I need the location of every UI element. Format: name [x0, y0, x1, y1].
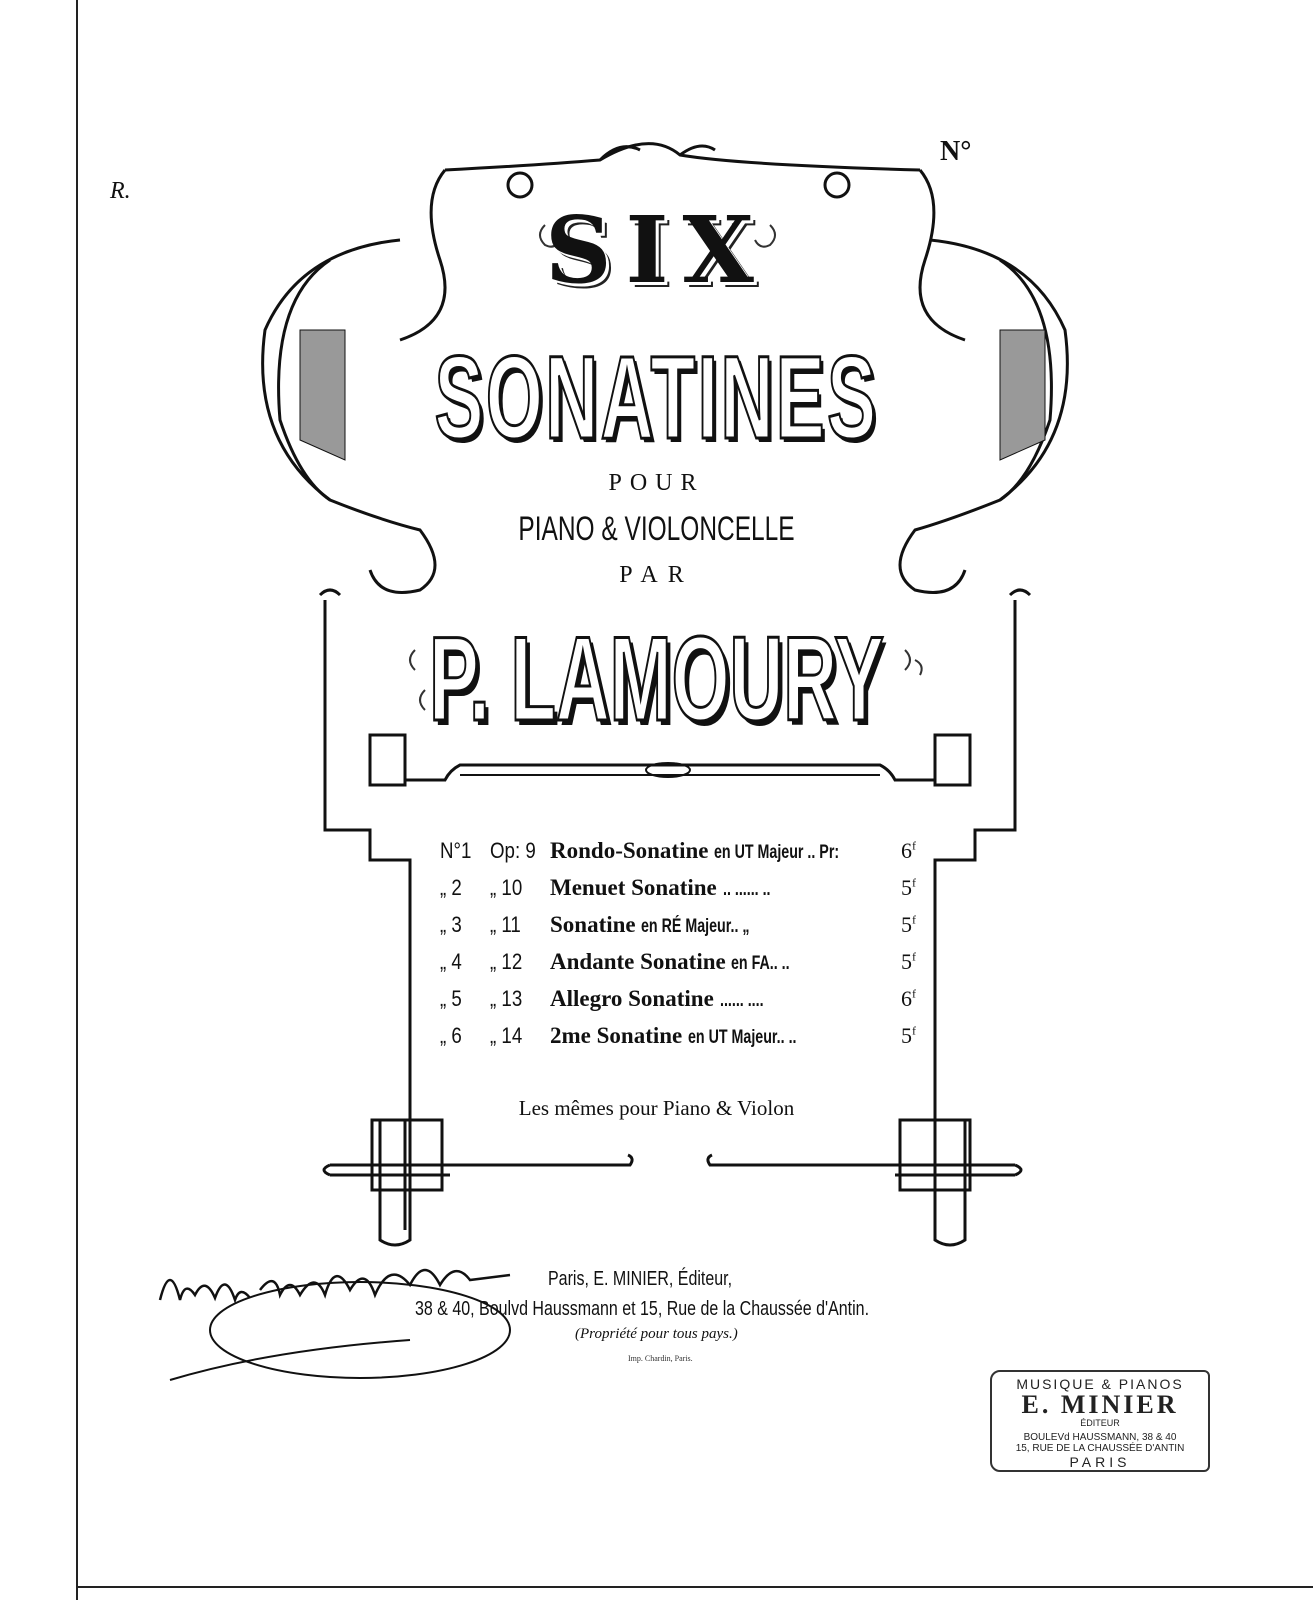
work-number: „ 2 — [440, 875, 462, 900]
work-number: „ 4 — [440, 949, 462, 974]
engraver-credit: Imp. Chardin, Paris. — [628, 1354, 693, 1363]
work-price: 5$^f$ — [901, 949, 916, 974]
work-number: „ 6 — [440, 1023, 462, 1048]
work-title: Sonatine en RÉ Majeur.. „ — [550, 912, 750, 937]
title-six: SIX — [545, 196, 768, 304]
work-price: 5$^f$ — [901, 912, 916, 937]
work-opus: Op: 9 — [490, 838, 536, 863]
work-number: „ 3 — [440, 912, 462, 937]
work-key: en RÉ Majeur.. „ — [641, 916, 750, 937]
work-title: Allegro Sonatine ...... .... — [550, 986, 764, 1011]
work-row — [440, 912, 940, 949]
corner-mark: R. — [110, 178, 131, 204]
work-opus: „ 11 — [490, 912, 521, 937]
stamp-line: MUSIQUE & PIANOS — [1016, 1376, 1184, 1392]
works-list — [440, 838, 940, 1060]
stamp-line: ÉDITEUR — [1080, 1418, 1120, 1428]
work-price: 6$^f$ — [901, 838, 916, 863]
work-title: Menuet Sonatine .. ...... .. — [550, 875, 771, 900]
number-mark: N° — [940, 136, 972, 167]
copyright-note: (Propriété pour tous pays.) — [575, 1326, 738, 1342]
work-opus: „ 13 — [490, 986, 523, 1011]
work-key: en FA.. .. — [731, 953, 791, 974]
stamp-line: 15, RUE DE LA CHAUSSÉE D'ANTIN — [1015, 1443, 1185, 1454]
title-sonatines: SONATINES — [434, 332, 879, 464]
work-price: 5$^f$ — [901, 875, 916, 900]
work-opus: „ 14 — [490, 1023, 523, 1048]
title-par: PAR — [619, 562, 694, 588]
work-title: 2me Sonatine en UT Majeur.. .. — [550, 1023, 797, 1048]
publisher-line: Paris, E. MINIER, Éditeur, — [548, 1268, 733, 1290]
work-price: 6$^f$ — [901, 986, 916, 1011]
title-instruments: PIANO & VIOLONCELLE — [518, 510, 795, 548]
violin-edition-note: Les mêmes pour Piano & Violon — [518, 1096, 795, 1120]
work-row — [440, 838, 940, 875]
handwritten-signature — [150, 1240, 530, 1410]
stamp-line: BOULEVd HAUSSMANN, 38 & 40 — [1023, 1432, 1177, 1443]
work-row — [440, 875, 940, 912]
stamp-name: E. MINIER — [1021, 1390, 1179, 1419]
work-key: en UT Majeur .. Pr: — [714, 842, 840, 863]
work-number: „ 5 — [440, 986, 462, 1011]
work-opus: „ 10 — [490, 875, 523, 900]
title-pour: POUR — [608, 470, 705, 496]
work-key: .. ...... .. — [722, 879, 771, 900]
work-key: ...... .... — [719, 990, 764, 1011]
work-row — [440, 1023, 940, 1060]
work-row — [440, 986, 940, 1023]
stamp-line: PARIS — [1069, 1454, 1131, 1470]
work-row — [440, 949, 940, 986]
publisher-stamp — [990, 1370, 1210, 1472]
work-number: N°1 — [440, 838, 472, 863]
work-title: Andante Sonatine en FA.. .. — [550, 949, 791, 974]
work-title: Rondo-Sonatine en UT Majeur .. Pr: — [550, 838, 840, 863]
work-price: 5$^f$ — [901, 1023, 916, 1048]
composer-name: P. LAMOURY — [429, 612, 884, 746]
work-opus: „ 12 — [490, 949, 523, 974]
work-key: en UT Majeur.. .. — [688, 1027, 797, 1048]
publisher-address: 38 & 40, Boulvd Haussmann et 15, Rue de la Chaussée d'Antin. — [415, 1298, 870, 1320]
